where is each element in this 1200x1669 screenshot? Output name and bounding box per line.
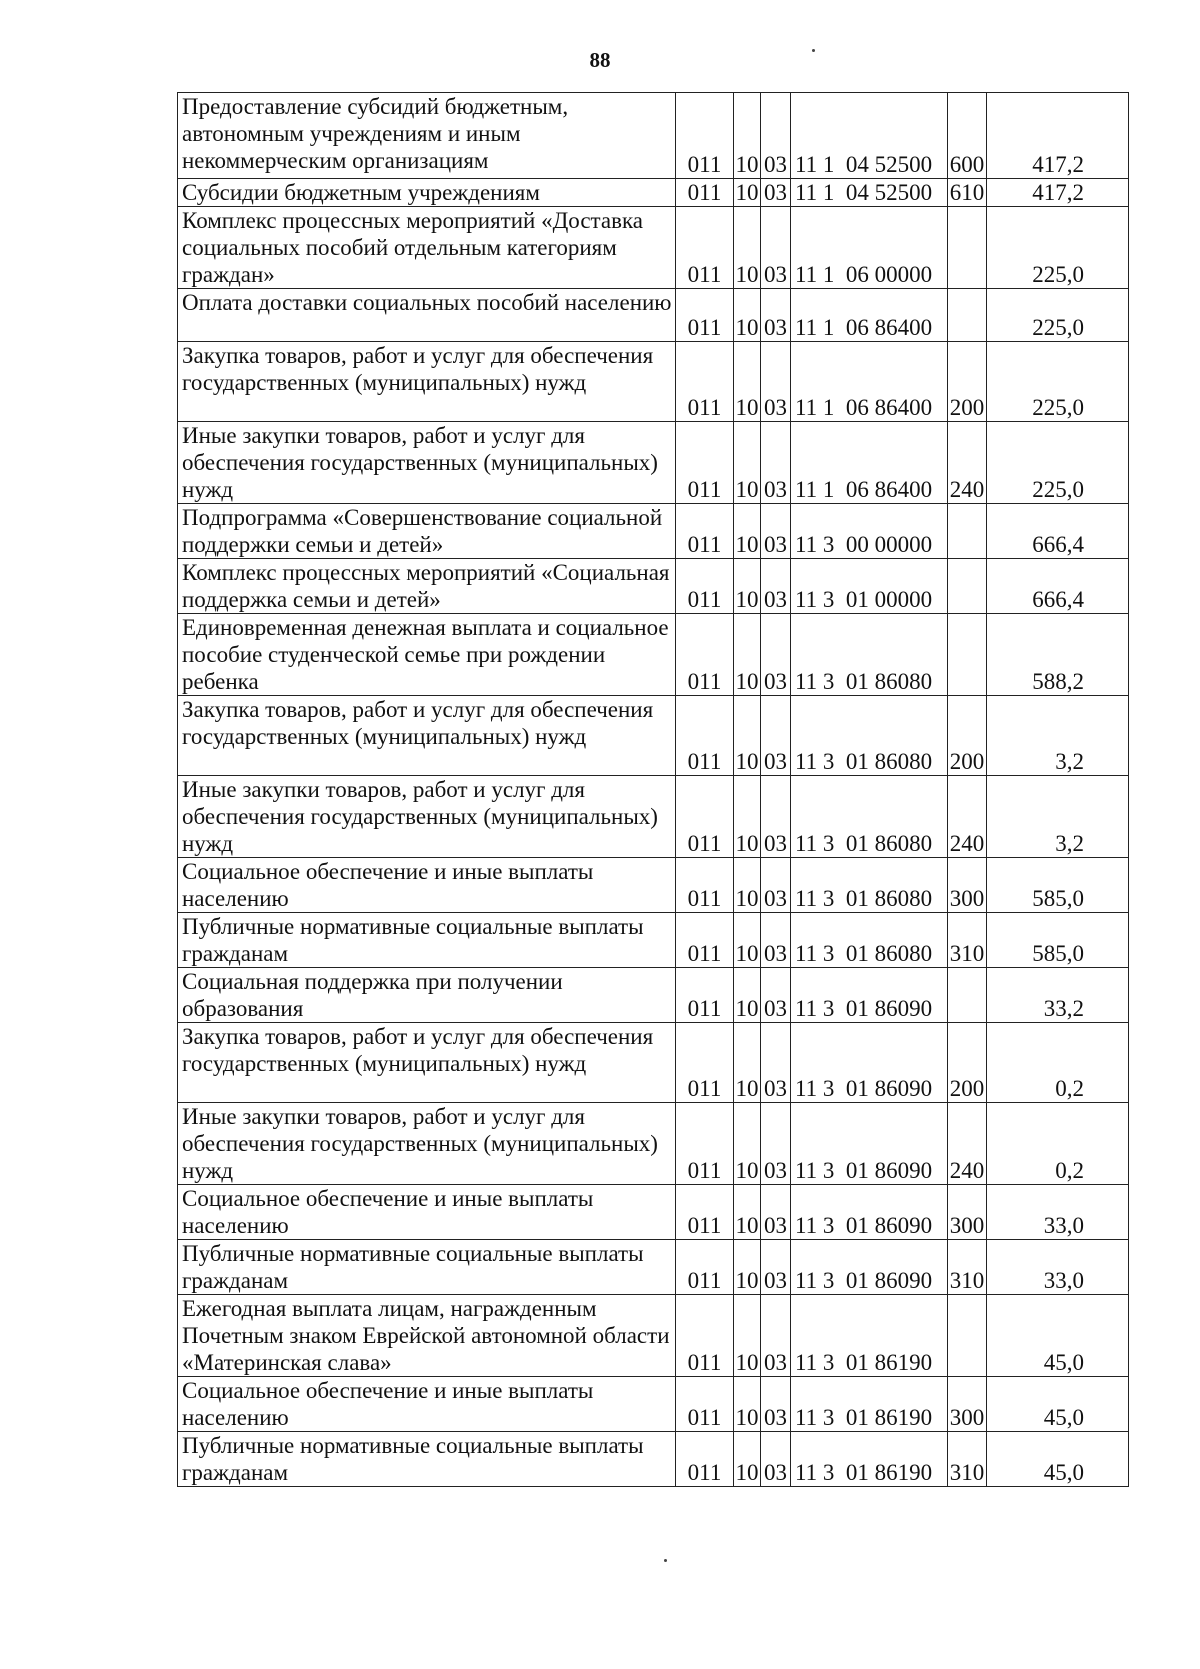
row-sum: 0,2 bbox=[987, 1023, 1129, 1103]
row-name-text: Оплата доставки социальных пособий населению bbox=[182, 290, 672, 315]
row-name bbox=[178, 422, 676, 504]
row-subsection-code: 03 bbox=[761, 1240, 791, 1295]
row-target-article: 11 3 01 86090 bbox=[791, 1185, 948, 1240]
table-row bbox=[178, 1240, 1129, 1295]
row-section-code: 10 bbox=[734, 858, 761, 913]
row-target-article: 11 3 01 00000 bbox=[791, 559, 948, 614]
row-subsection-code: 03 bbox=[761, 1023, 791, 1103]
row-subsection-code: 03 bbox=[761, 776, 791, 858]
row-name-text: Субсидии бюджетным учреждениям bbox=[182, 180, 540, 205]
row-target-article: 11 3 01 86190 bbox=[791, 1295, 948, 1377]
row-name bbox=[178, 1103, 676, 1185]
row-sum: 225,0 bbox=[987, 342, 1129, 422]
row-target-article: 11 3 01 86090 bbox=[791, 968, 948, 1023]
row-name bbox=[178, 1432, 676, 1487]
row-ved-code: 011 bbox=[676, 504, 734, 559]
row-section-code: 10 bbox=[734, 1295, 761, 1377]
row-ved-code: 011 bbox=[676, 179, 734, 207]
row-target-article: 11 3 01 86080 bbox=[791, 696, 948, 776]
row-section-code: 10 bbox=[734, 1185, 761, 1240]
row-subsection-code: 03 bbox=[761, 179, 791, 207]
row-name-text: Закупка товаров, работ и услуг для обеспечения государственных (муниципальных) нужд bbox=[182, 1024, 654, 1076]
page-number: 88 bbox=[589, 48, 611, 72]
row-expense-type: 300 bbox=[948, 1185, 987, 1240]
row-section-code: 10 bbox=[734, 776, 761, 858]
row-target-article: 11 1 06 86400 bbox=[791, 422, 948, 504]
row-section-code: 10 bbox=[734, 504, 761, 559]
row-subsection-code: 03 bbox=[761, 1377, 791, 1432]
row-target-article: 11 1 04 52500 bbox=[791, 179, 948, 207]
row-sum: 225,0 bbox=[987, 207, 1129, 289]
row-expense-type bbox=[948, 504, 987, 559]
row-sum: 3,2 bbox=[987, 696, 1129, 776]
row-name-text: Ежегодная выплата лицам, награжденным Почетным знаком Еврейской автономной области «Материнская слава» bbox=[182, 1296, 670, 1375]
row-target-article: 11 1 06 86400 bbox=[791, 289, 948, 342]
table-row bbox=[178, 1185, 1129, 1240]
row-sum: 33,2 bbox=[987, 968, 1129, 1023]
row-name bbox=[178, 93, 676, 179]
row-name-text: Социальное обеспечение и иные выплаты населению bbox=[182, 1378, 594, 1430]
row-expense-type: 600 bbox=[948, 93, 987, 179]
row-target-article: 11 3 01 86080 bbox=[791, 776, 948, 858]
row-name-text: Подпрограмма «Совершенствование социальной поддержки семьи и детей» bbox=[182, 505, 663, 557]
row-expense-type: 610 bbox=[948, 179, 987, 207]
row-section-code: 10 bbox=[734, 913, 761, 968]
row-subsection-code: 03 bbox=[761, 696, 791, 776]
row-ved-code: 011 bbox=[676, 1432, 734, 1487]
row-section-code: 10 bbox=[734, 559, 761, 614]
row-ved-code: 011 bbox=[676, 1103, 734, 1185]
row-ved-code: 011 bbox=[676, 858, 734, 913]
row-subsection-code: 03 bbox=[761, 289, 791, 342]
row-section-code: 10 bbox=[734, 1023, 761, 1103]
row-name-text: Предоставление субсидий бюджетным, автономным учреждениям и иным некоммерческим организациям bbox=[182, 94, 569, 173]
row-subsection-code: 03 bbox=[761, 614, 791, 696]
row-sum: 45,0 bbox=[987, 1377, 1129, 1432]
row-target-article: 11 3 01 86080 bbox=[791, 858, 948, 913]
row-section-code: 10 bbox=[734, 1432, 761, 1487]
row-sum: 585,0 bbox=[987, 913, 1129, 968]
row-sum: 225,0 bbox=[987, 289, 1129, 342]
row-expense-type: 200 bbox=[948, 696, 987, 776]
table-row bbox=[178, 93, 1129, 179]
row-sum: 417,2 bbox=[987, 179, 1129, 207]
table-row bbox=[178, 696, 1129, 776]
row-section-code: 10 bbox=[734, 968, 761, 1023]
row-expense-type bbox=[948, 289, 987, 342]
row-target-article: 11 1 06 00000 bbox=[791, 207, 948, 289]
row-expense-type: 200 bbox=[948, 1023, 987, 1103]
row-target-article: 11 3 01 86080 bbox=[791, 614, 948, 696]
row-sum: 45,0 bbox=[987, 1295, 1129, 1377]
budget-table bbox=[177, 92, 1129, 1487]
row-name bbox=[178, 1023, 676, 1103]
row-name bbox=[178, 1185, 676, 1240]
row-section-code: 10 bbox=[734, 1103, 761, 1185]
row-name bbox=[178, 776, 676, 858]
row-name bbox=[178, 1295, 676, 1377]
table-row bbox=[178, 1023, 1129, 1103]
row-expense-type bbox=[948, 559, 987, 614]
row-expense-type: 300 bbox=[948, 1377, 987, 1432]
row-subsection-code: 03 bbox=[761, 342, 791, 422]
table-row bbox=[178, 504, 1129, 559]
row-expense-type: 310 bbox=[948, 1240, 987, 1295]
row-ved-code: 011 bbox=[676, 614, 734, 696]
row-ved-code: 011 bbox=[676, 1240, 734, 1295]
row-ved-code: 011 bbox=[676, 1295, 734, 1377]
row-section-code: 10 bbox=[734, 342, 761, 422]
table-row bbox=[178, 422, 1129, 504]
row-subsection-code: 03 bbox=[761, 858, 791, 913]
row-subsection-code: 03 bbox=[761, 968, 791, 1023]
row-section-code: 10 bbox=[734, 614, 761, 696]
table-row bbox=[178, 614, 1129, 696]
row-name-text: Публичные нормативные социальные выплаты гражданам bbox=[182, 1241, 644, 1293]
row-expense-type bbox=[948, 614, 987, 696]
table-row bbox=[178, 1377, 1129, 1432]
row-section-code: 10 bbox=[734, 93, 761, 179]
row-expense-type: 300 bbox=[948, 858, 987, 913]
row-subsection-code: 03 bbox=[761, 1295, 791, 1377]
row-name-text: Иные закупки товаров, работ и услуг для обеспечения государственных (муниципальных) нужд bbox=[182, 423, 658, 502]
row-expense-type: 240 bbox=[948, 422, 987, 504]
row-name bbox=[178, 289, 676, 342]
row-ved-code: 011 bbox=[676, 93, 734, 179]
table-row bbox=[178, 913, 1129, 968]
row-name bbox=[178, 968, 676, 1023]
row-name-text: Закупка товаров, работ и услуг для обеспечения государственных (муниципальных) нужд bbox=[182, 697, 654, 749]
row-ved-code: 011 bbox=[676, 422, 734, 504]
row-section-code: 10 bbox=[735, 180, 759, 205]
table-row bbox=[178, 342, 1129, 422]
row-target-article: 11 3 01 86080 bbox=[791, 913, 948, 968]
row-name-text: Публичные нормативные социальные выплаты гражданам bbox=[182, 1433, 644, 1485]
row-expense-type bbox=[948, 1295, 987, 1377]
row-name-text: Иные закупки товаров, работ и услуг для обеспечения государственных (муниципальных) нужд bbox=[182, 1104, 658, 1183]
row-ved-code: 011 bbox=[676, 1185, 734, 1240]
row-expense-type: 200 bbox=[948, 342, 987, 422]
row-target-article: 11 3 00 00000 bbox=[791, 504, 948, 559]
row-expense-type: 240 bbox=[948, 1103, 987, 1185]
row-ved-code: 011 bbox=[676, 913, 734, 968]
table-row bbox=[178, 289, 1129, 342]
row-expense-type bbox=[948, 968, 987, 1023]
row-subsection-code: 03 bbox=[761, 1432, 791, 1487]
row-subsection-code: 03 bbox=[761, 93, 791, 179]
table-row bbox=[178, 207, 1129, 289]
row-subsection-code: 03 bbox=[761, 913, 791, 968]
row-ved-code: 011 bbox=[676, 1377, 734, 1432]
row-name bbox=[178, 1240, 676, 1295]
row-target-article: 11 1 04 52500 bbox=[791, 93, 948, 179]
table-body bbox=[178, 93, 1129, 1487]
table-row bbox=[178, 776, 1129, 858]
row-name-text: Комплекс процессных мероприятий «Доставка социальных пособий отдельным категориям граждан» bbox=[182, 208, 643, 287]
row-sum: 417,2 bbox=[987, 93, 1129, 179]
row-ved-code: 011 bbox=[676, 342, 734, 422]
row-sum: 33,0 bbox=[987, 1240, 1129, 1295]
row-ved-code: 011 bbox=[676, 289, 734, 342]
row-ved-code: 011 bbox=[676, 968, 734, 1023]
row-sum: 45,0 bbox=[987, 1432, 1129, 1487]
row-section-code: 10 bbox=[734, 1377, 761, 1432]
table-row bbox=[178, 1103, 1129, 1185]
row-name bbox=[178, 559, 676, 614]
row-sum: 666,4 bbox=[987, 504, 1129, 559]
row-sum: 225,0 bbox=[987, 422, 1129, 504]
row-target-article: 11 3 01 86190 bbox=[791, 1377, 948, 1432]
row-subsection-code: 03 bbox=[761, 1185, 791, 1240]
row-ved-code: 011 bbox=[676, 559, 734, 614]
row-sum: 588,2 bbox=[987, 614, 1129, 696]
row-target-article: 11 3 01 86190 bbox=[791, 1432, 948, 1487]
row-name-text: Иные закупки товаров, работ и услуг для обеспечения государственных (муниципальных) нужд bbox=[182, 777, 658, 856]
table-row bbox=[178, 858, 1129, 913]
row-subsection-code: 03 bbox=[761, 559, 791, 614]
table-row bbox=[178, 1295, 1129, 1377]
row-name-text: Единовременная денежная выплата и социальное пособие студенческой семье при рождении ребенка bbox=[182, 615, 669, 694]
row-subsection-code: 03 bbox=[761, 207, 791, 289]
row-name bbox=[178, 504, 676, 559]
row-expense-type: 310 bbox=[948, 913, 987, 968]
table-row bbox=[178, 179, 1129, 207]
row-sum: 666,4 bbox=[987, 559, 1129, 614]
row-section-code: 10 bbox=[734, 207, 761, 289]
row-sum: 33,0 bbox=[987, 1185, 1129, 1240]
row-section-code: 10 bbox=[734, 1240, 761, 1295]
row-name-text: Социальная поддержка при получении образования bbox=[182, 969, 563, 1021]
row-subsection-code: 03 bbox=[761, 504, 791, 559]
row-section-code: 10 bbox=[734, 422, 761, 504]
row-ved-code: 011 bbox=[676, 696, 734, 776]
row-name bbox=[178, 696, 676, 776]
row-sum: 3,2 bbox=[987, 776, 1129, 858]
scan-speck bbox=[812, 49, 815, 52]
row-section-code: 10 bbox=[734, 289, 761, 342]
row-name-text: Социальное обеспечение и иные выплаты населению bbox=[182, 1186, 594, 1238]
row-ved-code: 011 bbox=[676, 207, 734, 289]
table-row bbox=[178, 559, 1129, 614]
scan-speck bbox=[664, 1559, 667, 1562]
row-sum: 0,2 bbox=[987, 1103, 1129, 1185]
row-name bbox=[178, 207, 676, 289]
table-row bbox=[178, 1432, 1129, 1487]
row-name-text: Публичные нормативные социальные выплаты гражданам bbox=[182, 914, 644, 966]
row-name bbox=[178, 614, 676, 696]
row-ved-code: 011 bbox=[676, 776, 734, 858]
row-target-article: 11 3 01 86090 bbox=[791, 1240, 948, 1295]
row-ved-code: 011 bbox=[676, 1023, 734, 1103]
row-target-article: 11 3 01 86090 bbox=[791, 1103, 948, 1185]
row-name bbox=[178, 858, 676, 913]
row-subsection-code: 03 bbox=[761, 422, 791, 504]
row-expense-type: 240 bbox=[948, 776, 987, 858]
row-name bbox=[178, 179, 676, 207]
row-name-text: Закупка товаров, работ и услуг для обеспечения государственных (муниципальных) нужд bbox=[182, 343, 654, 395]
row-name bbox=[178, 1377, 676, 1432]
row-subsection-code: 03 bbox=[761, 1103, 791, 1185]
row-section-code: 10 bbox=[734, 696, 761, 776]
row-sum: 585,0 bbox=[987, 858, 1129, 913]
row-name bbox=[178, 342, 676, 422]
row-name bbox=[178, 913, 676, 968]
row-target-article: 11 1 06 86400 bbox=[791, 342, 948, 422]
row-expense-type bbox=[948, 207, 987, 289]
row-name-text: Социальное обеспечение и иные выплаты населению bbox=[182, 859, 594, 911]
row-target-article: 11 3 01 86090 bbox=[791, 1023, 948, 1103]
row-name-text: Комплекс процессных мероприятий «Социальная поддержка семьи и детей» bbox=[182, 560, 670, 612]
row-expense-type: 310 bbox=[948, 1432, 987, 1487]
table-row bbox=[178, 968, 1129, 1023]
